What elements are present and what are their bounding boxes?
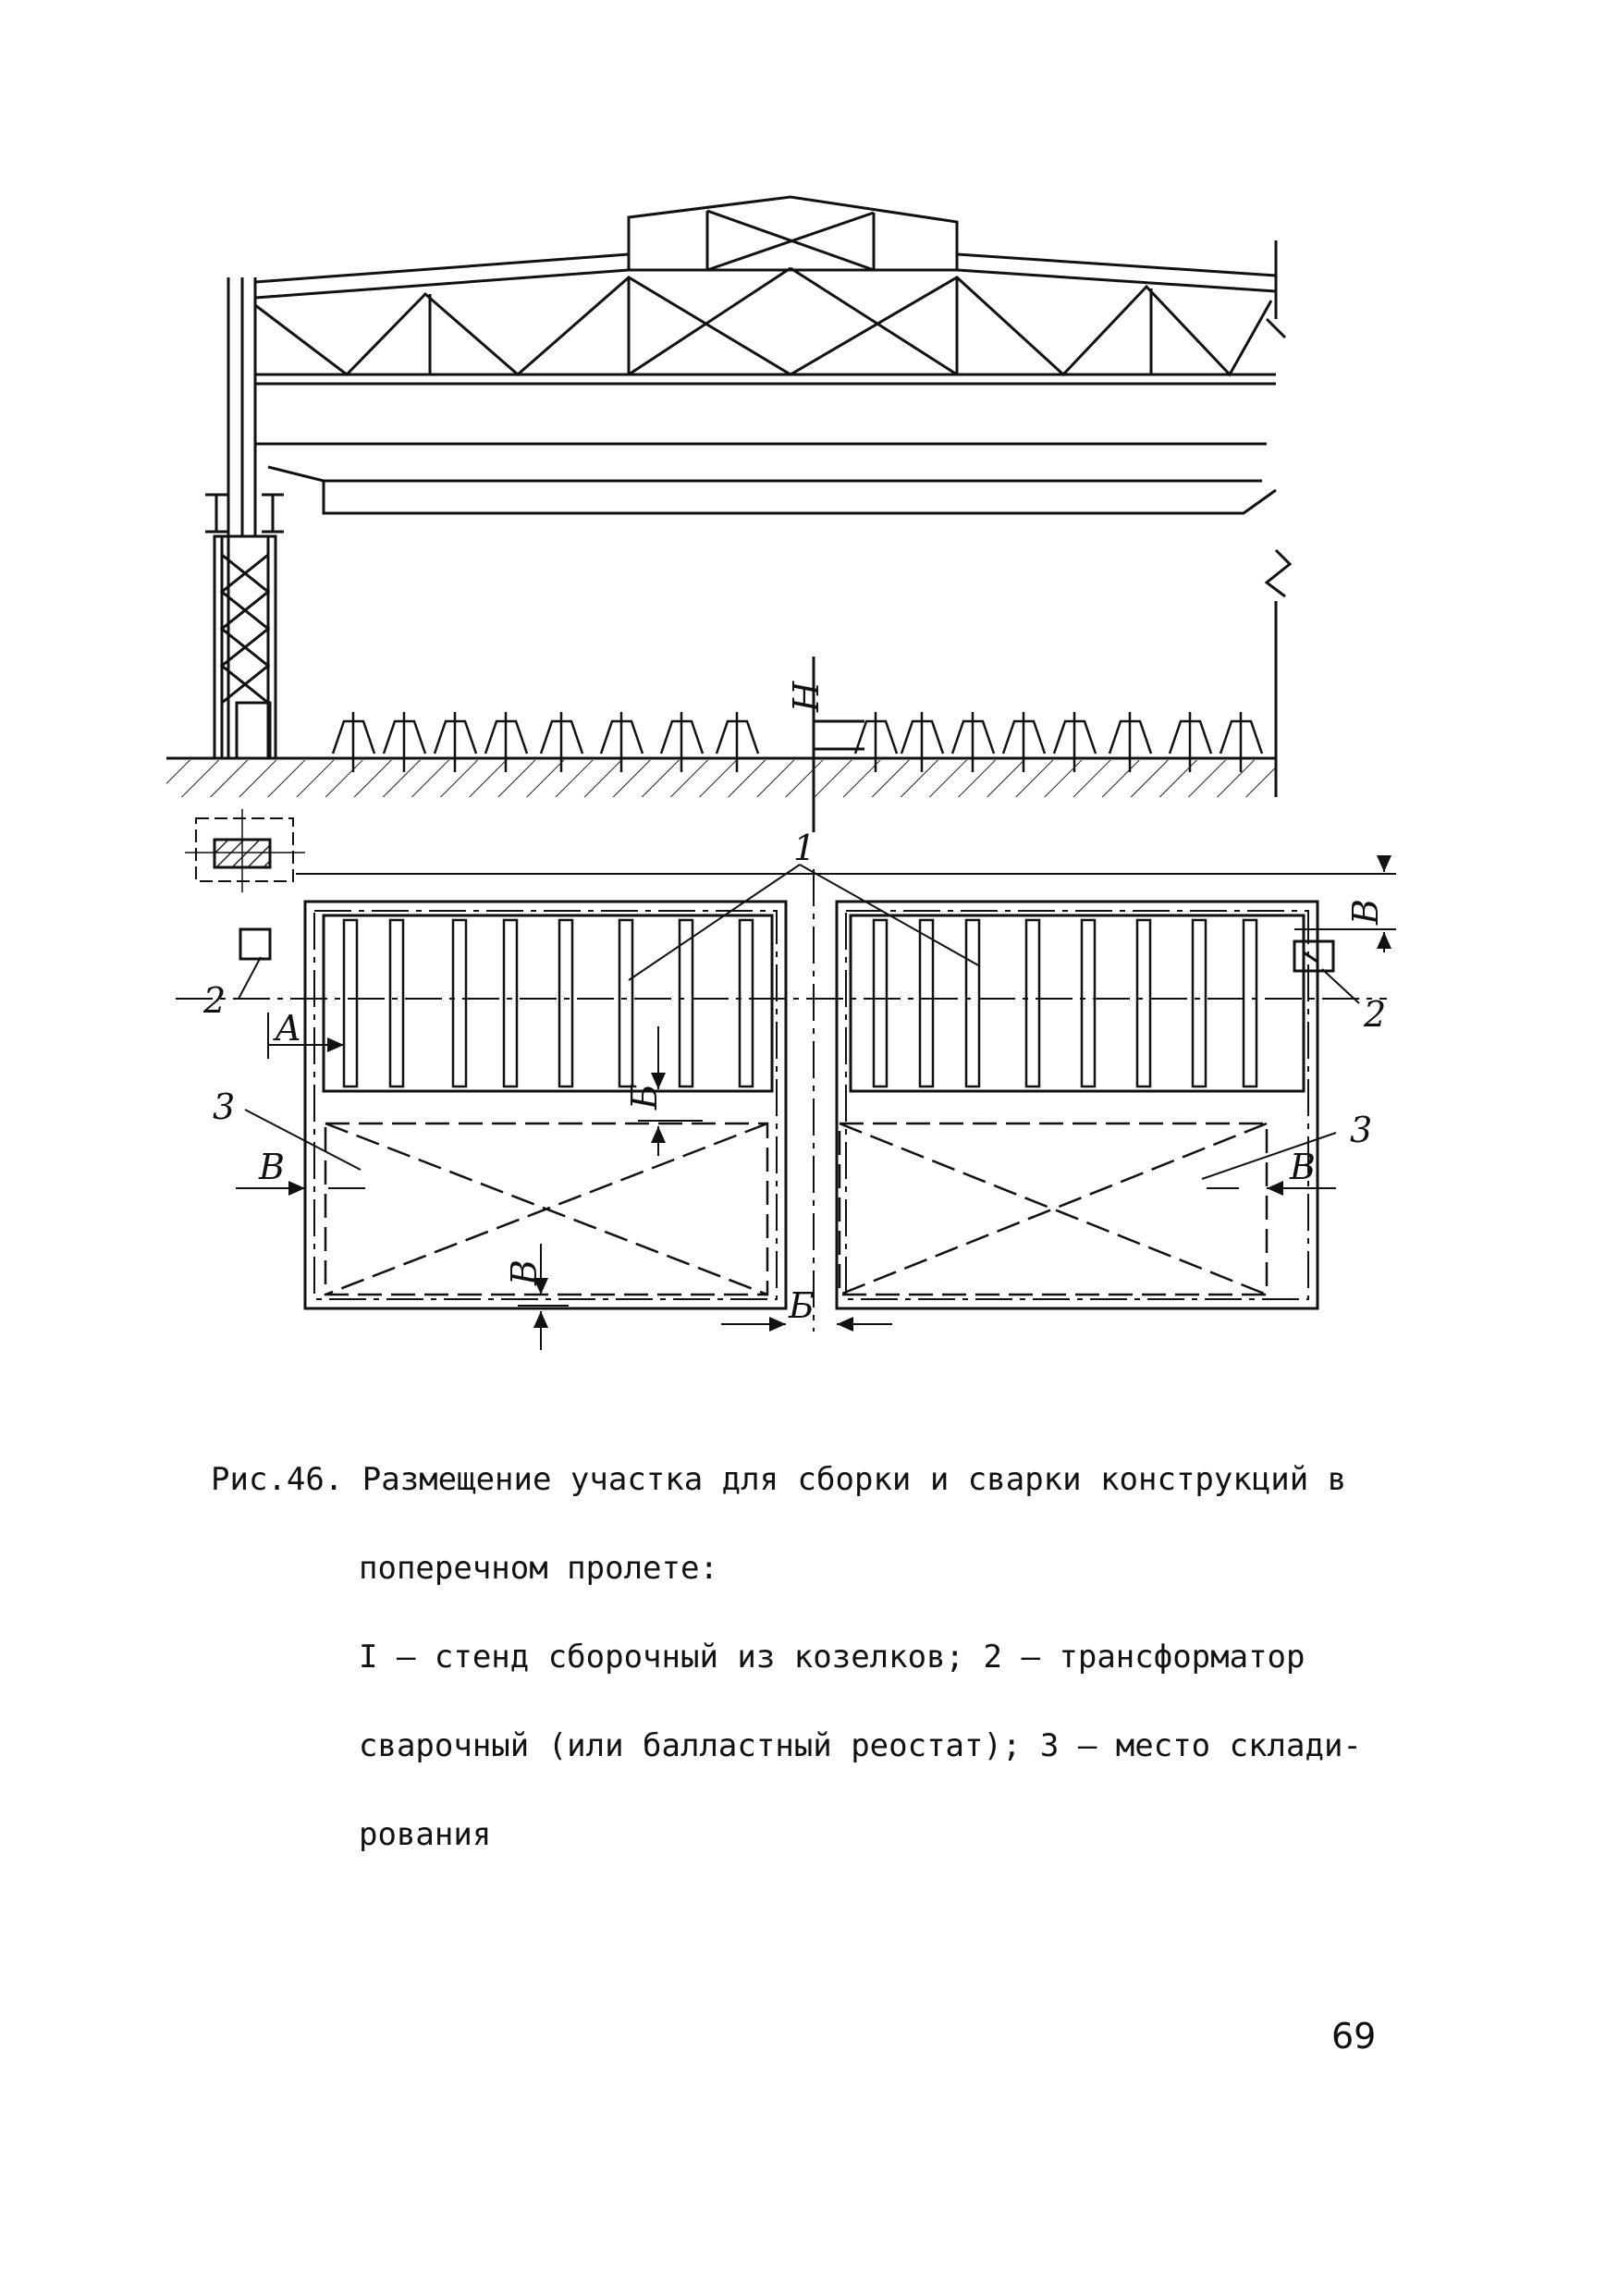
transformer-left (240, 929, 270, 959)
label-dim-b-bottom: Б (789, 1285, 815, 1326)
stand-bars (344, 920, 1256, 1087)
plan-view (176, 809, 1396, 1350)
figure-caption (211, 1406, 1413, 1879)
label-callout-3-right: 3 (1350, 1110, 1373, 1150)
building-section (166, 197, 1290, 832)
transformer-right (1294, 941, 1333, 971)
caption-line-2: поперечном пролете: (359, 1550, 718, 1587)
label-callout-2-right: 2 (1364, 994, 1387, 1035)
label-dim-v-right: В (1290, 1147, 1316, 1187)
label-dim-B-top: В (1345, 899, 1386, 925)
caption-line-5: рования (359, 1816, 492, 1853)
caption-line-3: I – стенд сборочный из козелков; 2 – трансформатор (359, 1639, 1305, 1676)
label-H: H (786, 681, 827, 712)
label-callout-1: 1 (793, 828, 816, 868)
label-dim-A: A (276, 1008, 301, 1049)
label-dim-v-left: В (259, 1147, 285, 1187)
caption-line-4: сварочный (или балластный реостат); 3 – место склади- (359, 1727, 1362, 1764)
label-callout-2-left: 2 (203, 980, 227, 1021)
label-dim-v-bottom: В (504, 1259, 545, 1285)
page-number: 69 (1331, 2016, 1377, 2057)
caption-line-1: Рис.46. Размещение участка для сборки и сварки конструкций в (211, 1461, 1347, 1498)
crane-rail-marks (205, 495, 284, 532)
label-dim-b-mid: Б (624, 1084, 665, 1110)
label-callout-3-left: 3 (213, 1087, 236, 1127)
